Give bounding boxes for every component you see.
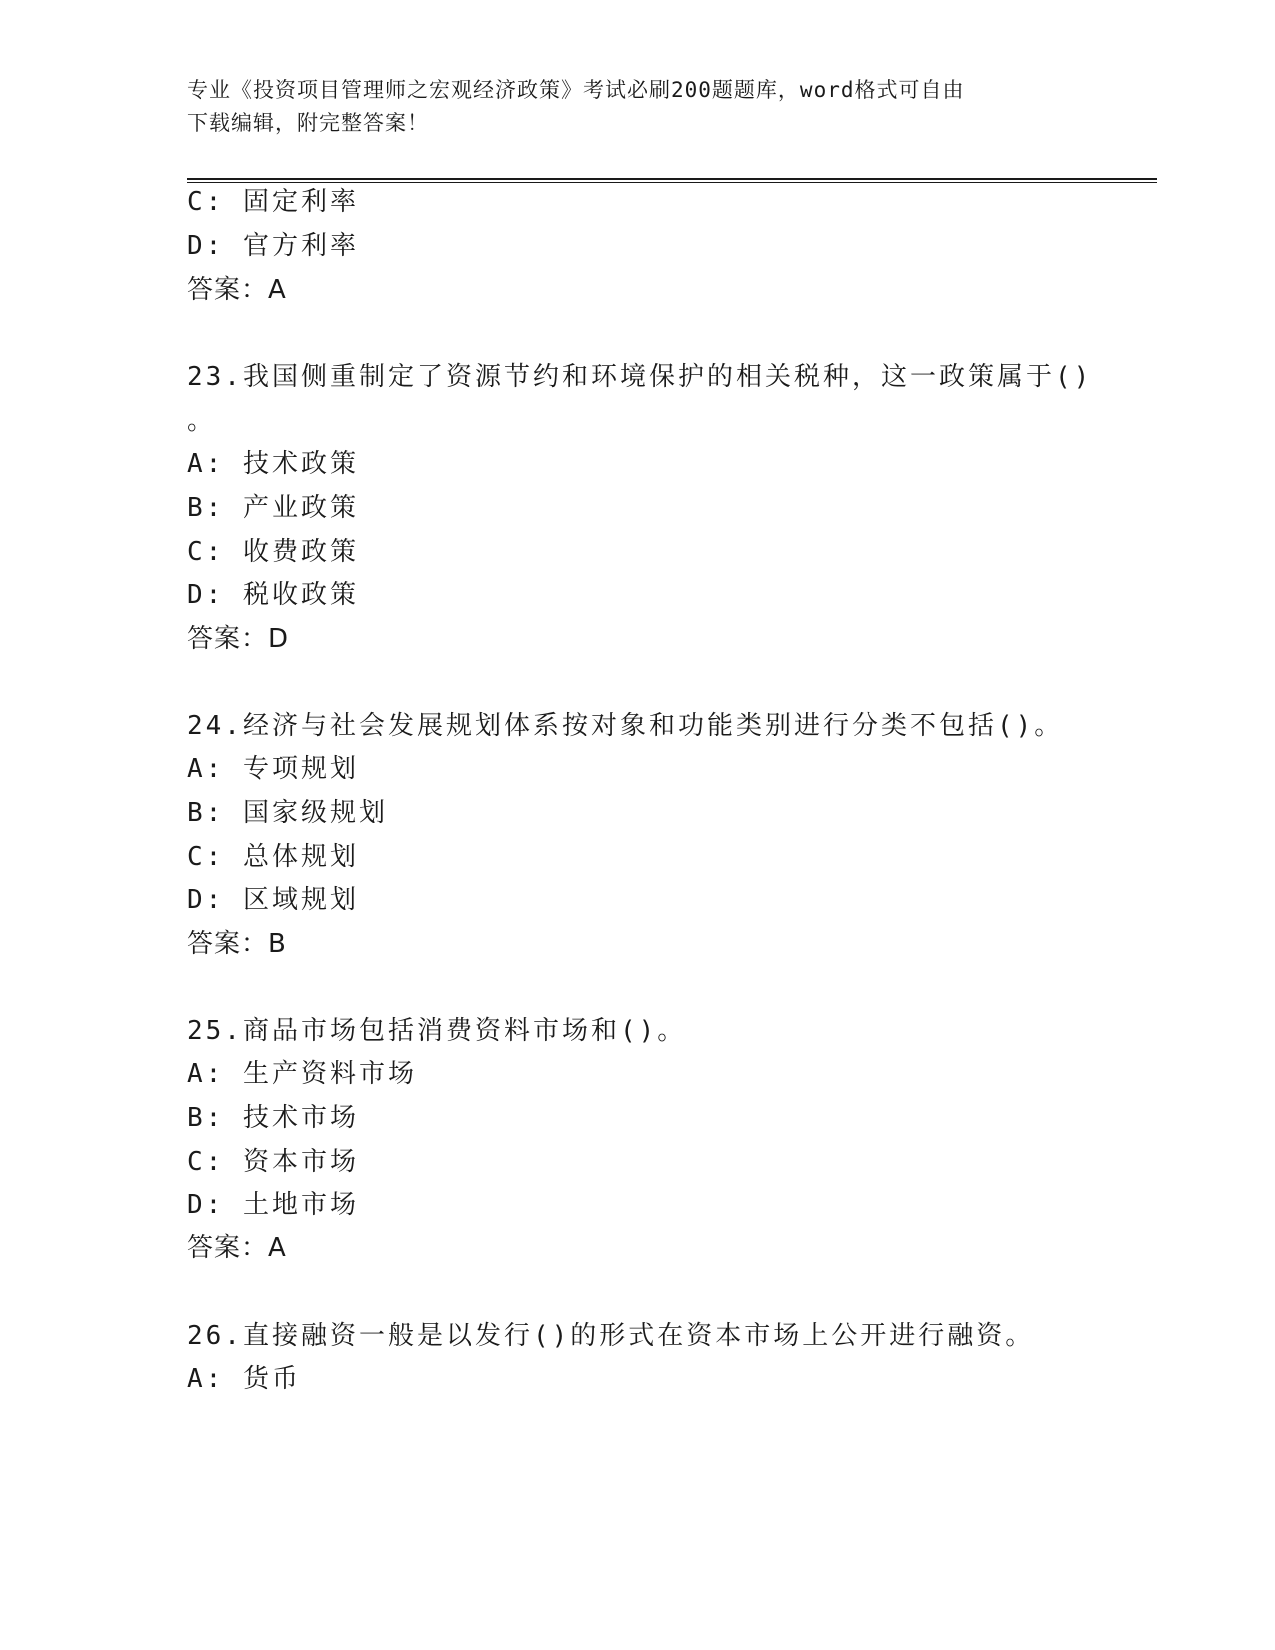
answer-line: 答案：A	[187, 1233, 287, 1263]
header-divider	[187, 178, 1157, 183]
option-a: A: 专项规划	[187, 754, 359, 784]
header-line-1: 专业《投资项目管理师之宏观经济政策》考试必刷200题题库，word格式可自由	[187, 78, 965, 102]
option-a: A: 货币	[187, 1364, 301, 1394]
question-stem: 23.我国侧重制定了资源节约和环境保护的相关税种，这一政策属于()	[187, 362, 1093, 392]
option-d: D: 税收政策	[187, 580, 359, 610]
question-stem-continued: 。	[187, 406, 217, 436]
option-c: C: 固定利率	[187, 187, 359, 217]
option-c: C: 资本市场	[187, 1147, 359, 1177]
question-stem: 26.直接融资一般是以发行()的形式在资本市场上公开进行融资。	[187, 1321, 1035, 1351]
option-d: D: 土地市场	[187, 1190, 359, 1220]
option-a: A: 技术政策	[187, 449, 359, 479]
answer-line: 答案：D	[187, 624, 290, 654]
question-stem: 25.商品市场包括消费资料市场和()。	[187, 1016, 687, 1046]
option-a: A: 生产资料市场	[187, 1059, 417, 1089]
option-d: D: 区域规划	[187, 885, 359, 915]
answer-line: 答案：B	[187, 929, 287, 959]
option-d: D: 官方利率	[187, 231, 359, 261]
question-stem: 24.经济与社会发展规划体系按对象和功能类别进行分类不包括()。	[187, 711, 1064, 741]
option-b: B: 国家级规划	[187, 798, 388, 828]
option-b: B: 技术市场	[187, 1103, 359, 1133]
header-line-2: 下载编辑，附完整答案！	[187, 111, 429, 135]
document-header	[187, 74, 1087, 140]
option-c: C: 总体规划	[187, 842, 359, 872]
option-b: B: 产业政策	[187, 493, 359, 523]
answer-line: 答案：A	[187, 275, 287, 305]
option-c: C: 收费政策	[187, 537, 359, 567]
